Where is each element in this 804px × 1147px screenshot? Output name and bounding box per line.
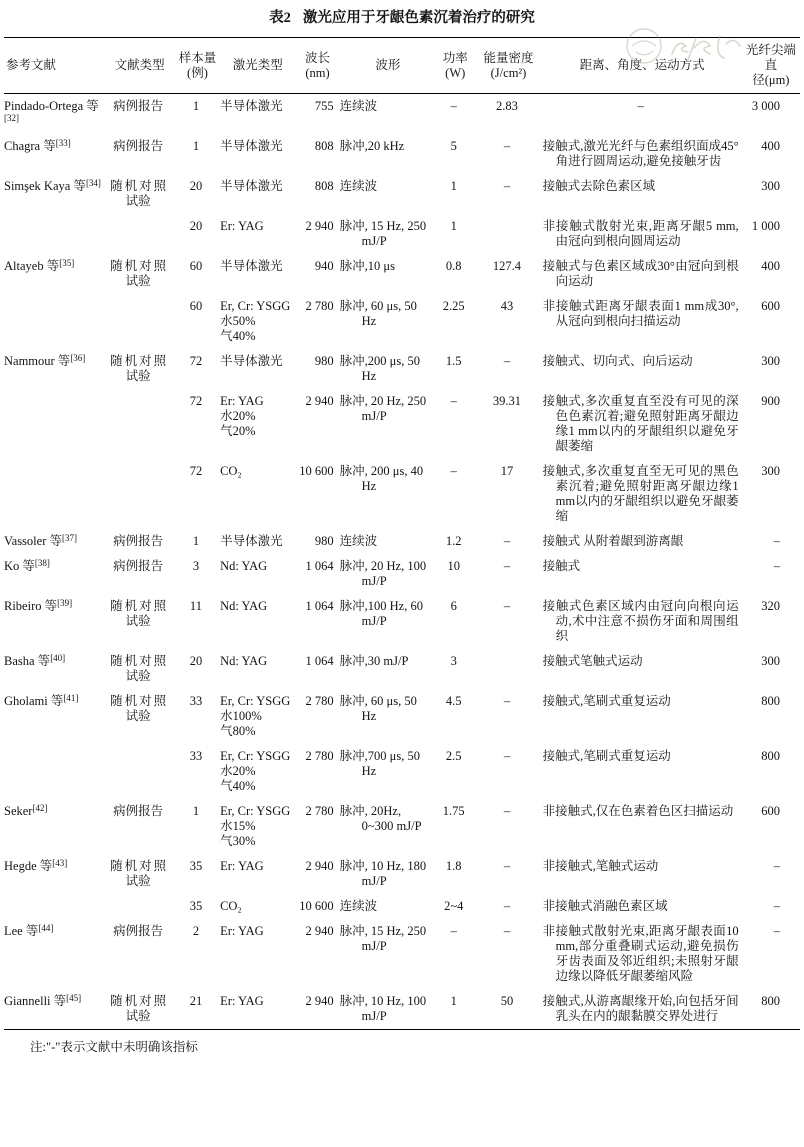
cell-laser-type: 半导体激光 — [220, 179, 283, 193]
cell-wavelength: 10 600 — [299, 464, 334, 478]
cell-reference — [4, 349, 105, 389]
cell-power: – — [450, 924, 457, 938]
research-table — [4, 37, 800, 1030]
cell-reference — [4, 174, 105, 214]
author-name: Hegde 等 — [4, 859, 53, 873]
column-header-2: 样本量 (例) — [175, 38, 220, 94]
cell-reference — [4, 529, 105, 554]
table-row — [4, 919, 800, 989]
table-row — [4, 894, 800, 919]
cell-sample-size: 33 — [189, 749, 203, 763]
cell-wavelength: 940 — [314, 259, 334, 273]
cell-sample-size: 60 — [189, 259, 203, 273]
cell-study-type: 随机对照试验 — [110, 859, 167, 888]
cell-study-type — [105, 459, 175, 529]
cell-waveform: 脉冲, 200 μs, 40 Hz — [339, 464, 424, 493]
table-row — [4, 989, 800, 1030]
table-row — [4, 254, 800, 294]
cell-waveform: 脉冲,20 kHz — [339, 139, 405, 153]
cell-energy-density: – — [503, 924, 511, 938]
cell-fiber-diameter: 3 000 — [751, 99, 780, 113]
cell-sample-size: 72 — [189, 464, 203, 478]
cell-power: – — [450, 464, 457, 478]
cell-waveform: 脉冲,30 mJ/P — [339, 654, 409, 668]
table-row — [4, 744, 800, 799]
cell-method: 非接触式距离牙龈表面1 mm成30°,从冠向到根向扫描运动 — [542, 299, 739, 328]
column-header-3: 激光类型 — [220, 38, 295, 94]
cell-laser-type: Er: YAG — [220, 994, 264, 1008]
cell-laser-type: Nd: YAG — [220, 654, 268, 668]
table-row — [4, 554, 800, 594]
reference-number: [35] — [59, 258, 75, 268]
reference-number: [36] — [70, 353, 86, 363]
cell-laser-type: 半导体激光 — [220, 139, 283, 153]
reference-number: [43] — [52, 858, 68, 868]
cell-wavelength: 2 780 — [305, 299, 334, 313]
cell-sample-size: 21 — [189, 994, 203, 1008]
cell-energy-density: 2.83 — [496, 99, 518, 113]
cell-waveform: 脉冲, 15 Hz, 250 mJ/P — [339, 924, 427, 953]
cell-sample-size: 33 — [189, 694, 203, 708]
cell-sample-size: 72 — [189, 354, 203, 368]
cell-power: 0.8 — [445, 259, 462, 273]
cell-wavelength: 1 064 — [305, 654, 334, 668]
cell-power: 2.5 — [445, 749, 462, 763]
table-row — [4, 854, 800, 894]
cell-method: 接触式,多次重复直至没有可见的深色色素沉着;避免照射距离牙龈边缘1 mm以内的牙龈组织以避免牙龈萎缩 — [542, 394, 739, 453]
cell-method: – — [637, 99, 644, 113]
cell-method: 接触式、切向式、向后运动 — [542, 354, 693, 368]
author-name: Giannelli 等 — [4, 994, 67, 1008]
cell-reference — [4, 919, 105, 989]
cell-energy-density: 127.4 — [492, 259, 522, 273]
table-row — [4, 594, 800, 649]
cell-reference — [4, 689, 105, 744]
cell-laser-type: Er: YAG 水20% 气20% — [220, 394, 264, 438]
author-name: Vassoler 等 — [4, 534, 62, 548]
cell-sample-size: 3 — [192, 559, 200, 573]
cell-reference — [4, 554, 105, 594]
cell-study-type: 病例报告 — [113, 534, 164, 548]
cell-energy-density: – — [503, 354, 511, 368]
cell-wavelength: 755 — [314, 99, 334, 113]
cell-study-type: 随机对照试验 — [110, 994, 167, 1023]
table-row — [4, 389, 800, 459]
cell-sample-size: 35 — [189, 899, 203, 913]
cell-laser-type: Nd: YAG — [220, 559, 268, 573]
cell-sample-size: 11 — [189, 599, 202, 613]
cell-laser-type: Er, Cr: YSGG 水20% 气40% — [220, 749, 291, 793]
cell-sample-size: 1 — [192, 139, 200, 153]
cell-method: 接触式,激光光纤与色素组织面成45°角进行圆周运动,避免接触牙齿 — [542, 139, 739, 168]
cell-fiber-diameter: 300 — [761, 464, 780, 478]
cell-method: 非接触式散射光束,距离牙龈表面10 mm,部分重叠刷式运动,避免损伤牙齿表面及邻近组织;未照射牙龈边缘以降低牙龈萎缩风险 — [542, 924, 739, 983]
cell-fiber-diameter: 600 — [761, 804, 780, 818]
cell-study-type: 病例报告 — [113, 139, 164, 153]
cell-energy-density: – — [503, 534, 511, 548]
cell-waveform: 连续波 — [339, 899, 378, 913]
cell-sample-size: 20 — [189, 219, 203, 233]
cell-energy-density — [474, 649, 542, 689]
cell-power: 2~4 — [444, 899, 464, 913]
cell-wavelength: 2 780 — [305, 694, 334, 708]
author-name: Altayeb 等 — [4, 259, 60, 273]
cell-fiber-diameter: 800 — [761, 749, 780, 763]
cell-wavelength: 2 940 — [305, 394, 334, 408]
cell-power: 1 — [450, 179, 457, 193]
cell-power: 10 — [447, 559, 460, 573]
table-row — [4, 294, 800, 349]
cell-study-type: 病例报告 — [113, 804, 164, 818]
cell-wavelength: 808 — [314, 179, 334, 193]
cell-laser-type: Er, Cr: YSGG 水15% 气30% — [220, 804, 291, 848]
cell-waveform: 连续波 — [339, 99, 378, 113]
column-header-8: 距离、角度、运动方式 — [543, 38, 742, 94]
cell-power: 1.8 — [445, 859, 462, 873]
cell-study-type: 随机对照试验 — [110, 599, 167, 628]
cell-waveform: 脉冲, 10 Hz, 100 mJ/P — [339, 994, 427, 1023]
cell-method: 接触式笔触式运动 — [542, 654, 643, 668]
table-row — [4, 529, 800, 554]
cell-method: 接触式,笔刷式重复运动 — [542, 694, 671, 708]
cell-waveform: 脉冲, 20 Hz, 100 mJ/P — [339, 559, 427, 588]
cell-method: 非接触式,仅在色素着色区扫描运动 — [542, 804, 734, 818]
cell-laser-type: Er: YAG — [220, 924, 264, 938]
reference-number: [45] — [66, 993, 82, 1003]
cell-reference — [4, 459, 105, 529]
cell-reference — [4, 854, 105, 894]
cell-study-type: 随机对照试验 — [110, 654, 167, 683]
cell-sample-size: 1 — [192, 99, 200, 113]
cell-wavelength: 10 600 — [299, 899, 334, 913]
cell-sample-size: 72 — [189, 394, 203, 408]
cell-waveform: 脉冲, 60 μs, 50 Hz — [339, 694, 417, 723]
author-name: Chagra 等 — [4, 139, 56, 153]
cell-energy-density: – — [503, 899, 511, 913]
cell-wavelength: 1 064 — [305, 559, 334, 573]
cell-power: 1.2 — [445, 534, 462, 548]
cell-waveform: 脉冲,10 μs — [339, 259, 395, 273]
cell-laser-type: Er: YAG — [220, 219, 264, 233]
cell-laser-type: Er: YAG — [220, 859, 264, 873]
cell-study-type: 随机对照试验 — [110, 354, 167, 383]
cell-reference — [4, 799, 105, 854]
cell-study-type: 随机对照试验 — [110, 259, 167, 288]
cell-fiber-diameter: 800 — [761, 994, 780, 1008]
cell-reference — [4, 744, 105, 799]
cell-waveform: 脉冲, 10 Hz, 180 mJ/P — [339, 859, 427, 888]
cell-wavelength: 980 — [314, 534, 334, 548]
cell-method: 接触式色素区域内由冠向向根向运动,术中注意不损伤牙面和周围组织 — [542, 599, 739, 643]
table-title — [4, 8, 800, 28]
cell-energy-density: – — [503, 599, 511, 613]
cell-energy-density: – — [503, 139, 511, 153]
cell-laser-type: 半导体激光 — [220, 534, 283, 548]
cell-wavelength: 2 940 — [305, 219, 334, 233]
cell-wavelength: 1 064 — [305, 599, 334, 613]
cell-study-type — [105, 744, 175, 799]
cell-wavelength: 2 940 — [305, 994, 334, 1008]
cell-power: 6 — [450, 599, 457, 613]
cell-wavelength: 2 780 — [305, 749, 334, 763]
cell-power: 1 — [450, 219, 457, 233]
cell-waveform: 脉冲, 15 Hz, 250 mJ/P — [339, 219, 427, 248]
cell-study-type: 随机对照试验 — [110, 694, 167, 723]
cell-waveform: 连续波 — [339, 534, 378, 548]
cell-power: 1.5 — [445, 354, 462, 368]
cell-study-type — [105, 389, 175, 459]
table-row — [4, 799, 800, 854]
cell-reference — [4, 254, 105, 294]
reference-number: [39] — [57, 598, 73, 608]
cell-energy-density: – — [503, 559, 511, 573]
column-header-7: 能量密度 (J/cm²) — [474, 38, 542, 94]
author-name: Gholami 等 — [4, 694, 64, 708]
cell-study-type — [105, 214, 175, 254]
cell-waveform: 脉冲, 20 Hz, 250 mJ/P — [339, 394, 427, 423]
author-name: Ribeiro 等 — [4, 599, 58, 613]
cell-study-type — [105, 894, 175, 919]
reference-number: [37] — [61, 533, 77, 543]
cell-energy-density: – — [503, 804, 511, 818]
cell-wavelength: 2 940 — [305, 859, 334, 873]
cell-sample-size: 1 — [192, 534, 200, 548]
cell-laser-type: 半导体激光 — [220, 99, 283, 113]
table-row — [4, 94, 800, 135]
cell-waveform: 脉冲,200 μs, 50 Hz — [339, 354, 420, 383]
cell-study-type: 病例报告 — [113, 924, 164, 938]
cell-fiber-diameter: – — [773, 559, 780, 573]
cell-fiber-diameter: 320 — [761, 599, 780, 613]
cell-reference — [4, 94, 105, 135]
cell-method: 接触式,多次重复直至无可见的黑色素沉着;避免照射距离牙龈边缘1 mm以内的牙龈组织以避免牙龈萎缩 — [542, 464, 739, 523]
cell-energy-density: 50 — [500, 994, 514, 1008]
table-header-row — [4, 38, 800, 94]
author-name: Ko 等 — [4, 559, 35, 573]
cell-fiber-diameter: 300 — [761, 654, 780, 668]
cell-power: 1 — [450, 994, 457, 1008]
cell-waveform: 连续波 — [339, 179, 378, 193]
cell-fiber-diameter: 300 — [761, 179, 780, 193]
cell-energy-density: 43 — [500, 299, 514, 313]
cell-waveform: 脉冲, 60 μs, 50 Hz — [339, 299, 417, 328]
table-row — [4, 649, 800, 689]
cell-sample-size: 35 — [189, 859, 203, 873]
table-row — [4, 459, 800, 529]
cell-study-type: 病例报告 — [113, 99, 164, 113]
author-name: Simşek Kaya 等 — [4, 179, 86, 193]
cell-power: 4.5 — [445, 694, 462, 708]
column-header-4: 波长 (nm) — [295, 38, 339, 94]
cell-method: 非接触式,笔触式运动 — [542, 859, 659, 873]
reference-number: [33] — [55, 138, 71, 148]
reference-number: [44] — [38, 923, 54, 933]
cell-method: 非接触式散射光束,距离牙龈5 mm,由冠向到根向圆周运动 — [542, 219, 739, 248]
cell-study-type: 病例报告 — [113, 559, 164, 573]
cell-fiber-diameter: – — [773, 534, 780, 548]
reference-number: [40] — [50, 653, 66, 663]
cell-sample-size: 60 — [189, 299, 203, 313]
cell-reference — [4, 649, 105, 689]
cell-laser-type: Er, Cr: YSGG 水50% 气40% — [220, 299, 291, 343]
table-number: 表2 — [269, 10, 291, 26]
cell-sample-size: 1 — [192, 804, 200, 818]
author-name: Pindado-Ortega 等 — [4, 99, 99, 113]
author-name: Seker — [4, 804, 33, 818]
cell-fiber-diameter: – — [773, 924, 780, 938]
cell-energy-density: – — [503, 859, 511, 873]
column-header-6: 功率 (W) — [436, 38, 474, 94]
cell-power: 2.25 — [442, 299, 465, 313]
column-header-0: 参考文献 — [4, 38, 105, 94]
table-row — [4, 174, 800, 214]
cell-wavelength: 808 — [314, 139, 334, 153]
cell-laser-type: CO₂ — [220, 464, 242, 478]
author-name: Basha 等 — [4, 654, 51, 668]
cell-study-type — [105, 294, 175, 349]
cell-reference — [4, 389, 105, 459]
cell-reference — [4, 134, 105, 174]
reference-number: [42] — [32, 803, 48, 813]
cell-sample-size: 20 — [189, 654, 203, 668]
reference-number: [41] — [63, 693, 79, 703]
cell-reference — [4, 894, 105, 919]
cell-method: 接触式,笔刷式重复运动 — [542, 749, 671, 763]
cell-power: 3 — [450, 654, 457, 668]
cell-reference — [4, 594, 105, 649]
cell-sample-size: 20 — [189, 179, 203, 193]
cell-energy-density: – — [503, 749, 511, 763]
cell-energy-density: – — [503, 694, 511, 708]
cell-method: 接触式 — [542, 559, 581, 573]
cell-wavelength: 2 780 — [305, 804, 334, 818]
cell-fiber-diameter: 300 — [761, 354, 780, 368]
cell-reference — [4, 294, 105, 349]
cell-reference — [4, 214, 105, 254]
table-row — [4, 214, 800, 254]
cell-wavelength: 980 — [314, 354, 334, 368]
cell-power: – — [450, 99, 457, 113]
cell-power: 1.75 — [442, 804, 465, 818]
cell-laser-type: Nd: YAG — [220, 599, 268, 613]
cell-reference — [4, 989, 105, 1030]
cell-energy-density: 17 — [500, 464, 514, 478]
cell-method: 接触式,从游离龈缘开始,向包括牙间乳头在内的龈黏膜交界处进行 — [542, 994, 739, 1023]
table-row — [4, 689, 800, 744]
cell-laser-type: 半导体激光 — [220, 354, 283, 368]
table-row — [4, 134, 800, 174]
table-note: 注:"-"表示文献中未明确该指标 — [30, 1040, 198, 1054]
cell-energy-density: – — [503, 179, 511, 193]
cell-fiber-diameter: 1 000 — [751, 219, 780, 233]
cell-power: – — [450, 394, 457, 408]
table-title-text: 激光应用于牙龈色素沉着治疗的研究 — [302, 10, 535, 26]
cell-fiber-diameter: 400 — [761, 259, 780, 273]
reference-number: [38] — [34, 558, 50, 568]
cell-fiber-diameter: – — [773, 859, 780, 873]
cell-sample-size: 2 — [192, 924, 200, 938]
cell-waveform: 脉冲,100 Hz, 60 mJ/P — [339, 599, 423, 628]
author-name: Nammour 等 — [4, 354, 71, 368]
cell-fiber-diameter: 400 — [761, 139, 780, 153]
cell-energy-density — [474, 214, 542, 254]
cell-method: 接触式与色素区域成30°由冠向到根向运动 — [542, 259, 739, 288]
cell-wavelength: 2 940 — [305, 924, 334, 938]
reference-number: [32] — [4, 113, 19, 123]
table-row — [4, 349, 800, 389]
column-header-9: 光纤尖端直 径(μm) — [742, 38, 800, 94]
cell-study-type: 随机对照试验 — [110, 179, 167, 208]
author-name: Lee 等 — [4, 924, 39, 938]
reference-number: [34] — [85, 178, 101, 188]
cell-laser-type: Er, Cr: YSGG 水100% 气80% — [220, 694, 291, 738]
cell-method: 接触式 从附着龈到游离龈 — [542, 534, 684, 548]
cell-power: 5 — [450, 139, 457, 153]
column-header-1: 文献类型 — [105, 38, 175, 94]
cell-method: 接触式去除色素区域 — [542, 179, 656, 193]
cell-energy-density: 39.31 — [492, 394, 522, 408]
column-header-5: 波形 — [340, 38, 436, 94]
cell-fiber-diameter: 900 — [761, 394, 780, 408]
cell-fiber-diameter: 800 — [761, 694, 780, 708]
cell-fiber-diameter: 600 — [761, 299, 780, 313]
cell-method: 非接触式消融色素区域 — [542, 899, 668, 913]
cell-waveform: 脉冲,700 μs, 50 Hz — [339, 749, 420, 778]
cell-laser-type: 半导体激光 — [220, 259, 283, 273]
cell-fiber-diameter: – — [773, 899, 780, 913]
cell-waveform: 脉冲, 20Hz, 0~300 mJ/P — [339, 804, 422, 833]
cell-laser-type: CO₂ — [220, 899, 242, 913]
